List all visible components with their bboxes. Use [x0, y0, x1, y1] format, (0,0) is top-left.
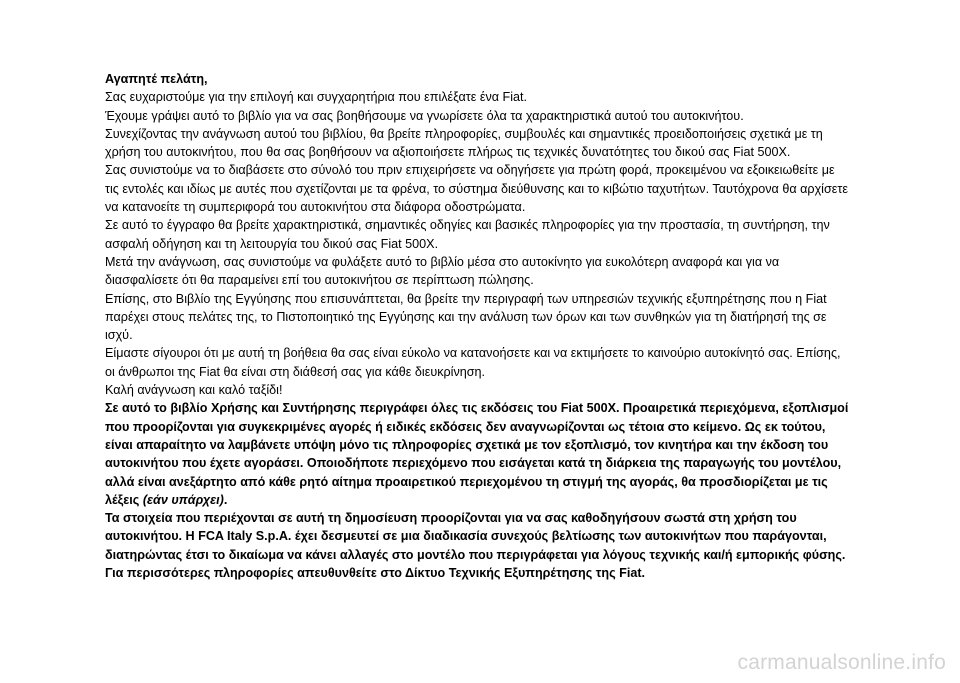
- paragraph-purpose: Έχουμε γράψει αυτό το βιβλίο για να σας βοηθήσουμε να γνωρίσετε όλα τα χαρακτηριστικά αυτού του αυτοκινήτου.: [105, 108, 744, 123]
- paragraph-more-info: Για περισσότερες πληροφορίες απευθυνθείτε στο Δίκτυο Τεχνικής Εξυπηρέτησης της Fiat.: [105, 566, 646, 581]
- paragraph-thanks: Σας ευχαριστούμε για την επιλογή και συγχαρητήρια που επιλέξατε ένα Fiat.: [105, 90, 528, 105]
- paragraph-keep-book: Μετά την ανάγνωση, σας συνιστούμε να φυλάξετε αυτό το βιβλίο μέσα στο αυτοκίνητο για ευκολότερη αναφορά και για να διασφαλίσετε ότι θα παραμείνει επί του αυτοκινήτου σε περίπτωση πώλησης.: [105, 254, 780, 288]
- paragraph-farewell: Καλή ανάγνωση και καλό ταξίδι!: [105, 383, 283, 398]
- optional-label: (εάν υπάρχει): [142, 492, 224, 507]
- paragraph-warranty: Επίσης, στο Βιβλίο της Εγγύησης που επισυνάπτεται, θα βρείτε την περιγραφή των υπηρεσιών τεχνικής εξυπηρέτησης που η Fiat παρέχει στους πελάτες της, το Πιστοποιητικό της Εγγύησης και την ανάλυση των όρων και των συνθηκών για τη διατήρησή της σε ισχύ.: [105, 291, 827, 343]
- document-body: [105, 70, 850, 582]
- paragraph-versions-note: [105, 399, 850, 509]
- greeting: Αγαπητέ πελάτη,: [105, 72, 208, 86]
- paragraph-reading: Συνεχίζοντας την ανάγνωση αυτού του βιβλίου, θα βρείτε πληροφορίες, συμβουλές και σημαντικές προειδοποιήσεις σχετικά με τη χρήση του αυτοκινήτου, που θα σας βοηθήσουν να αξιοποιήσετε πλήρως τις τεχνικές δυνατότητες του δικού σας Fiat 500X.: [105, 126, 823, 160]
- watermark: carmanualsonline.info: [737, 651, 946, 674]
- paragraph-before-driving: Σας συνιστούμε να το διαβάσετε στο σύνολό του πριν επιχειρήσετε να οδηγήσετε για πρώτη φορά, προκειμένου να εξοικειωθείτε με τις εντολές και ιδίως με αυτές που σχετίζονται με τα φρένα, το σύστημα διεύθυνσης και το κιβώτιο ταχυτήτων. Ταυτόχρονα θα αρχίσετε να κατανοείτε τη συμπεριφορά του αυτοκινήτου στα διάφορα οδοστρώματα.: [105, 163, 848, 215]
- versions-note-end: .: [223, 492, 228, 507]
- paragraph-assurance: Είμαστε σίγουροι ότι με αυτή τη βοήθεια θα σας είναι εύκολο να κατανοήσετε και να εκτιμήσετε το καινούριο αυτοκίνητό σας. Επίσης, οι άνθρωποι της Fiat θα είναι στη διάθεσή σας για κάθε διευκρίνηση.: [105, 346, 841, 379]
- paragraph-publication-note: Τα στοιχεία που περιέχονται σε αυτή τη δημοσίευση προορίζονται για να σας καθοδηγήσουν σωστά στη χρήση του αυτοκινήτου. Η FCA Italy S.p.A. έχει δεσμευτεί σε μια διαδικασία συνεχούς βελτίωσης των αυτοκινήτων που παράγονται, διατηρώντας έτσι το δικαίωμα να κάνει αλλαγές στο μοντέλο που περιγράφεται για λόγους τεχνικής και/ή εμπορικής φύσης.: [105, 511, 846, 562]
- versions-note-text: Σε αυτό το βιβλίο Χρήσης και Συντήρησης περιγράφει όλες τις εκδόσεις του Fiat 500X. Προαιρετικά περιεχόμενα, εξοπλισμοί που προορίζονται για συγκεκριμένες αγορές ή ειδικές εκδόσεις δεν αναγνωρίζονται ως τέτοια στο κείμενο. Ως εκ τούτου, είναι απαραίτητο να λαμβάνετε υπόψη μόνο τις πληροφορίες σχετικά με τον εξοπλισμό, τον κινητήρα και την έκδοση του αυτοκινήτου που έχετε αγοράσει. Οποιοδήποτε περιεχόμενο που εισάγεται κατά τη διάρκεια της παραγωγής του μοντέλου, αλλά είναι ανεξάρτητο από κάθε ρητό αίτημα προαιρετικού περιεχομένου τη στιγμή της αγοράς, θα προσδιορίζεται με τις λέξεις: [105, 401, 849, 507]
- paragraph-contents: Σε αυτό το έγγραφο θα βρείτε χαρακτηριστικά, σημαντικές οδηγίες και βασικές πληροφορίες για την προστασία, τη συντήρηση, την ασφαλή οδήγηση και τη λειτουργία του δικού σας Fiat 500X.: [105, 218, 830, 251]
